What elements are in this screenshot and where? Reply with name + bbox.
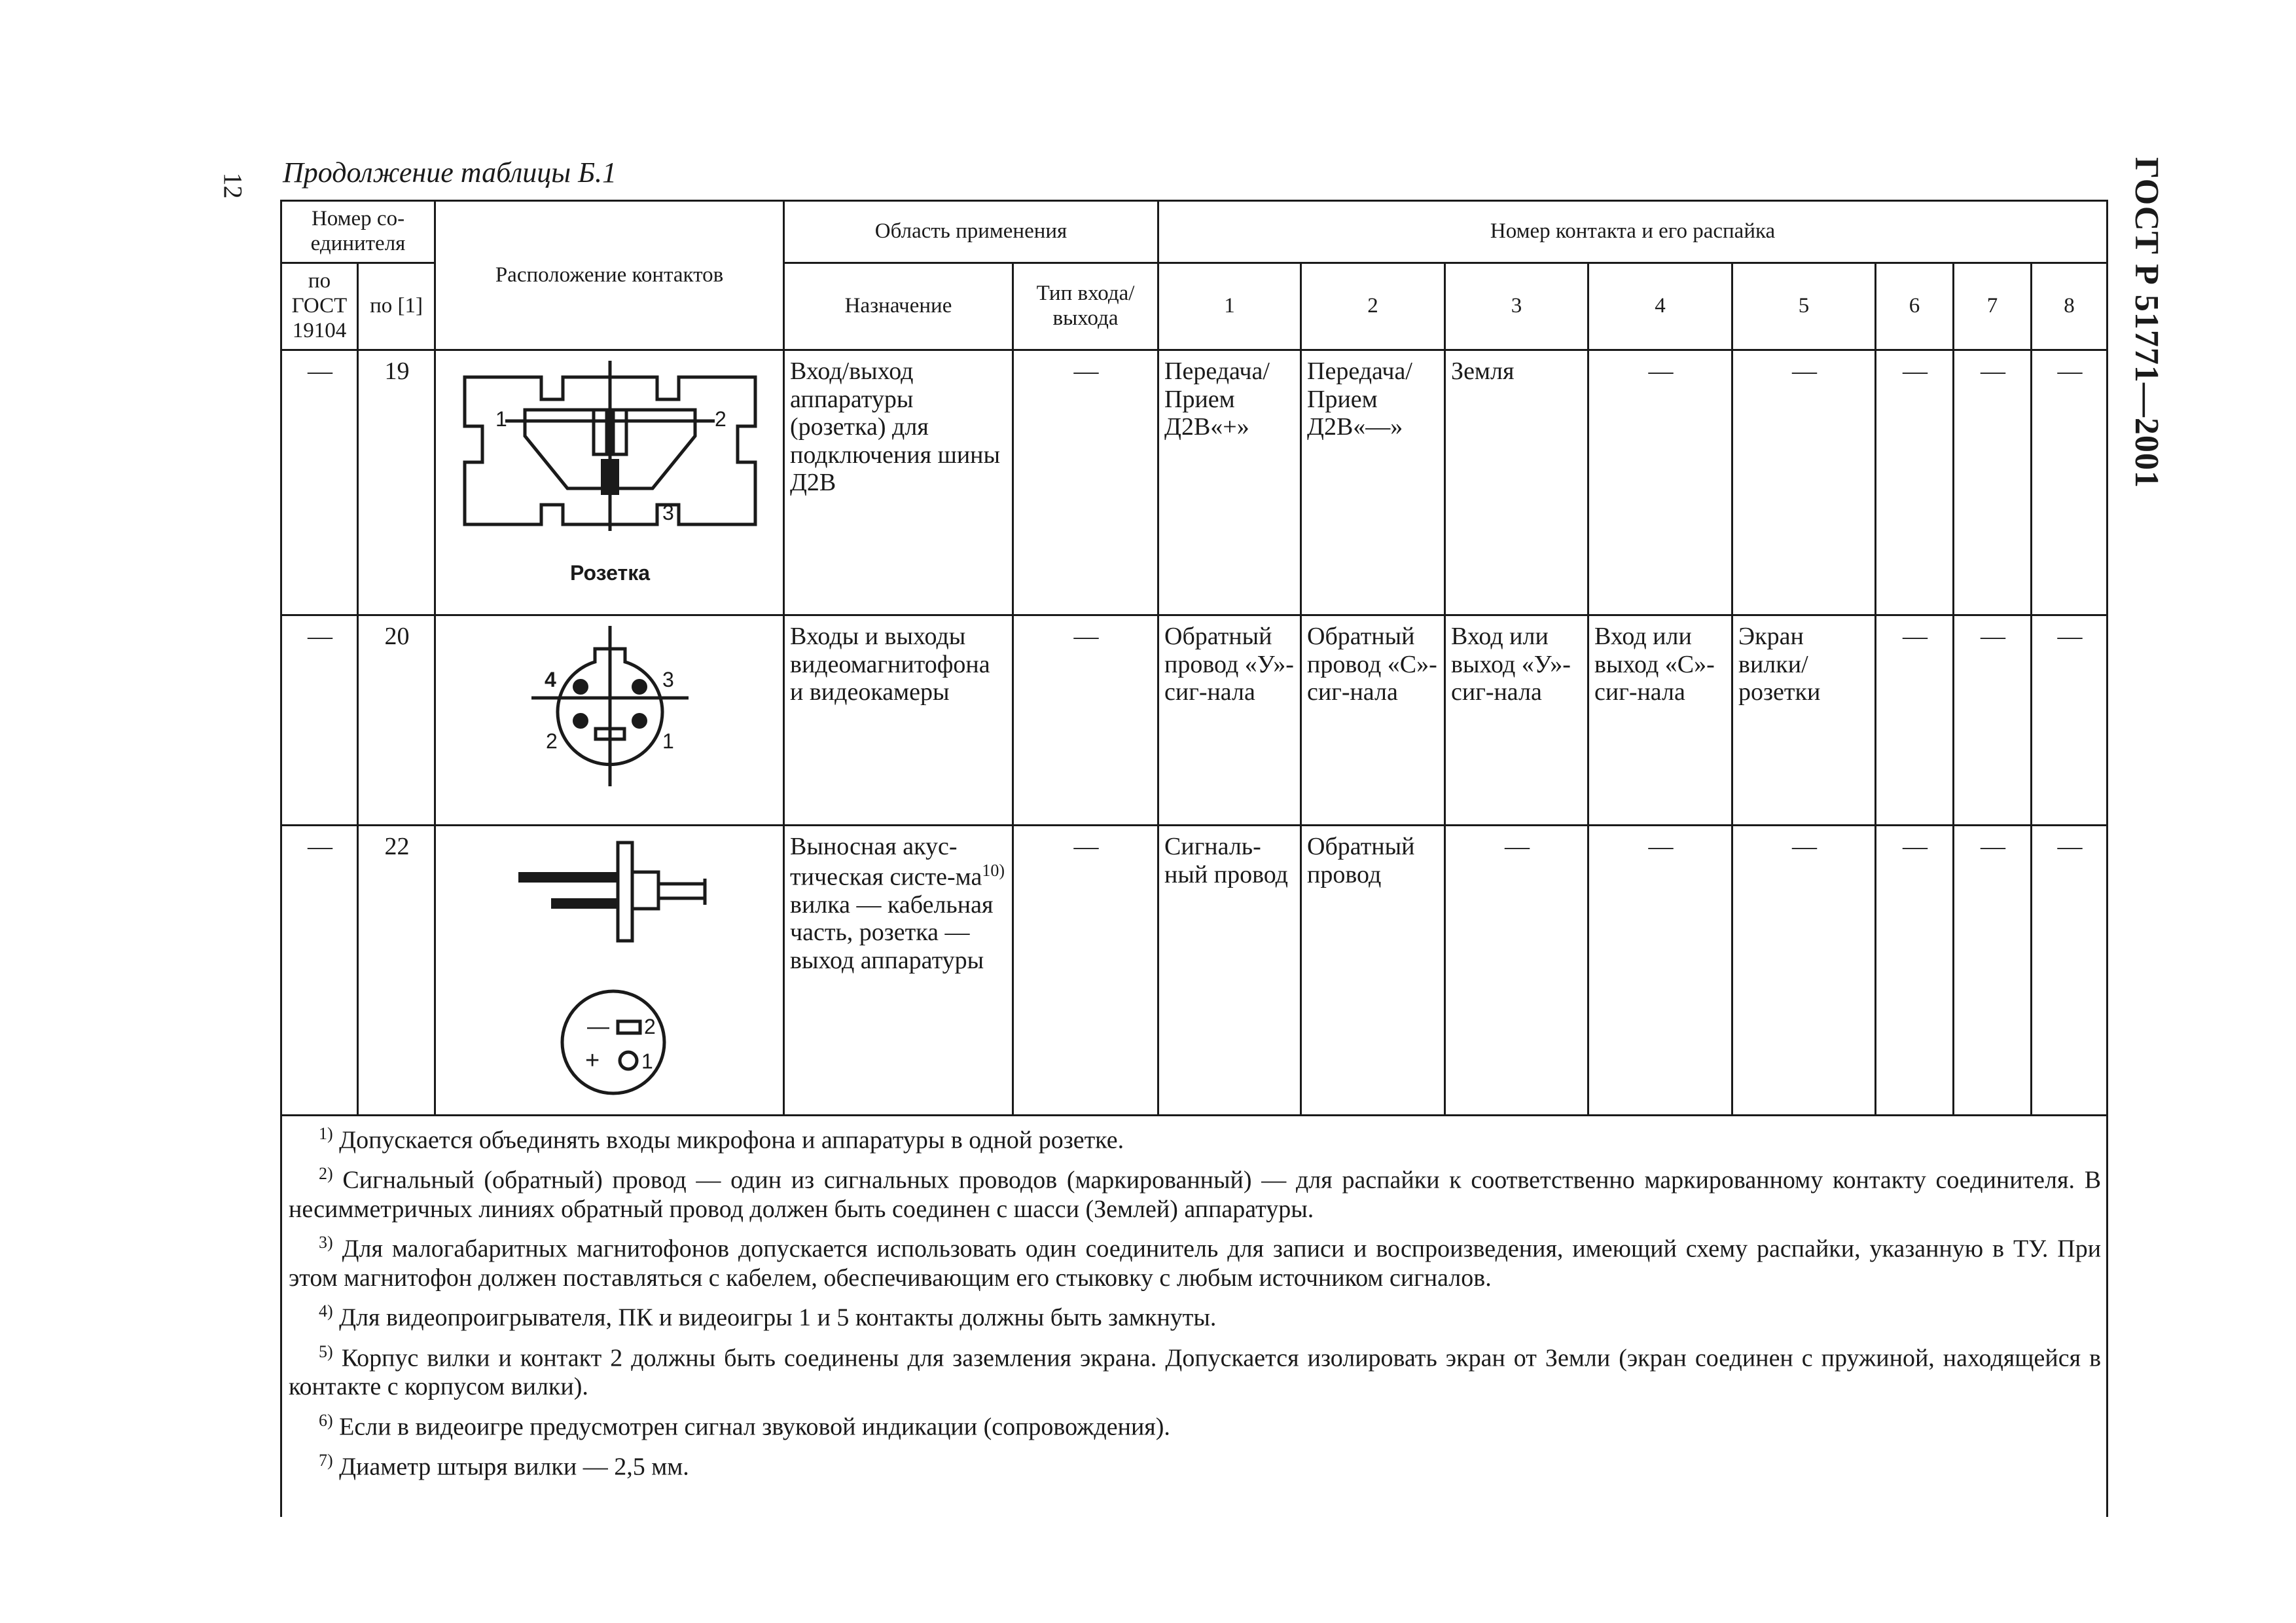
contacts-diagram: [435, 350, 784, 615]
purpose: Входы и выходы видеомагнитофона и видеокамеры: [784, 615, 1013, 826]
contacts-diagram: [435, 826, 784, 1116]
pin-7: —: [1954, 350, 2032, 615]
pin-8: —: [2032, 615, 2108, 826]
diagram-caption: Розетка: [570, 561, 651, 585]
purpose: Вход/выход аппаратуры (розетка) для подключения шины Д2В: [784, 350, 1013, 615]
page-number: 12: [218, 172, 248, 199]
contacts-diagram: [435, 615, 784, 826]
pin-2: Обратный провод «С»-сиг-нала: [1301, 615, 1445, 826]
header-connector-number: Номер со-единителя: [281, 201, 435, 263]
pin-label: 2: [715, 407, 726, 431]
pin-label: 1: [662, 729, 674, 753]
pin-5: —: [1732, 350, 1876, 615]
footnote-mark: 4): [319, 1302, 333, 1321]
pin-label: 2: [546, 729, 558, 753]
purpose: [784, 826, 1013, 1116]
io-type: —: [1013, 615, 1158, 826]
header-contact-pinout: Номер контакта и его распайка: [1158, 201, 2108, 263]
pin-label: 3: [662, 668, 674, 691]
pin-2: Обратный провод: [1301, 826, 1445, 1116]
footnote-text: Если в видеоигре предусмотрен сигнал звуковой индикации (сопровождения).: [339, 1413, 1170, 1441]
footnotes: [281, 1116, 2108, 1518]
footnote: [289, 1302, 2101, 1332]
pin-6: —: [1876, 615, 1954, 826]
footnote-text: Для малогабаритных магнитофонов допускается использовать один соединитель для записи и воспроизведения, имеющий схему распайки, указанную в ТУ. При этом магнитофон должен поставляться с кабелем, обеспечивающим его стыковку с любым источником сигналов.: [289, 1235, 2102, 1292]
footnote: [289, 1164, 2101, 1224]
pin-4: —: [1588, 350, 1732, 615]
ref-number: 22: [358, 826, 435, 1116]
footnote: [289, 1451, 2101, 1482]
table-row: [281, 826, 2108, 1116]
io-type: —: [1013, 826, 1158, 1116]
pin-label: 2: [644, 1015, 656, 1038]
header-pin-1: 1: [1158, 263, 1301, 350]
header-pin-7: 7: [1954, 263, 2032, 350]
footnote: [289, 1411, 2101, 1442]
pin-4: —: [1588, 826, 1732, 1116]
pin-4: Вход или выход «С»-сиг-нала: [1588, 615, 1732, 826]
pin-3: Вход или выход «У»-сиг-нала: [1445, 615, 1588, 826]
footnote-text: Для видеопроигрывателя, ПК и видеоигры 1 и 5 контакты должны быть замкнуты.: [339, 1304, 1217, 1332]
gost-number: —: [281, 350, 358, 615]
footnote-text: Диаметр штыря вилки — 2,5 мм.: [339, 1453, 689, 1481]
mini-din-diagram: [446, 623, 774, 793]
footnote-ref: 10): [982, 860, 1005, 880]
speaker-connector-diagram: [446, 833, 774, 1101]
header-pin-2: 2: [1301, 263, 1445, 350]
header-by-gost: по ГОСТ 19104: [281, 263, 358, 350]
sign-label: +: [585, 1047, 600, 1074]
pin-1: Передача/ Прием Д2В«+»: [1158, 350, 1301, 615]
footnote-mark: 2): [319, 1164, 333, 1184]
footnotes-row: [281, 1116, 2108, 1518]
header-pin-3: 3: [1445, 263, 1588, 350]
connector-table: [280, 200, 2108, 1517]
purpose-text: Выносная акус-тическая систе-ма: [790, 833, 982, 891]
pin-8: —: [2032, 350, 2108, 615]
pin-5: Экран вилки/ розетки: [1732, 615, 1876, 826]
footnote-mark: 1): [319, 1124, 333, 1143]
footnote-mark: 3): [319, 1233, 333, 1252]
table-row: [281, 350, 2108, 615]
footnote-text: Корпус вилки и контакт 2 должны быть соединены для заземления экрана. Допускается изолировать экран от Земли (экран соединен с пружиной, находящейся в контакте с корпусом вилки).: [289, 1344, 2102, 1401]
pin-5: —: [1732, 826, 1876, 1116]
table-caption: Продолжение таблицы Б.1: [283, 156, 617, 189]
pin-1: Обратный провод «У»-сиг-нала: [1158, 615, 1301, 826]
pin-7: —: [1954, 615, 2032, 826]
header-application-area: Область применения: [784, 201, 1158, 263]
header-purpose: Назначение: [784, 263, 1013, 350]
pin-label: 1: [495, 407, 507, 431]
footnote-mark: 6): [319, 1410, 333, 1430]
pin-label: 4: [545, 668, 556, 691]
pin-6: —: [1876, 826, 1954, 1116]
header-pin-6: 6: [1876, 263, 1954, 350]
table-row: [281, 615, 2108, 826]
pin-label: 3: [662, 501, 674, 524]
ref-number: 19: [358, 350, 435, 615]
pin-label: 1: [641, 1049, 653, 1073]
purpose-text: вилка — кабельная часть, розетка — выход аппаратуры: [790, 890, 994, 974]
footnote: [289, 1233, 2101, 1292]
header-pin-5: 5: [1732, 263, 1876, 350]
pin-6: —: [1876, 350, 1954, 615]
ground-pin: [601, 459, 619, 495]
pin-8: —: [2032, 826, 2108, 1116]
header-by-ref: по [1]: [358, 263, 435, 350]
footnote-mark: 5): [319, 1341, 333, 1361]
footnote-text: Сигнальный (обратный) провод — один из сигнальных проводов (маркированный) — для распайки к соответственно маркированному контакту соединителя. В несимметричных линиях обратный провод должен быть соединен с шасси (Землей) аппаратуры.: [289, 1167, 2102, 1223]
pin-7: —: [1954, 826, 2032, 1116]
pin-3: —: [1445, 826, 1588, 1116]
footnote-text: Допускается объединять входы микрофона и аппаратуры в одной розетке.: [339, 1126, 1124, 1154]
footnote-mark: 7): [319, 1451, 333, 1470]
header-contacts-layout: Расположение контактов: [435, 201, 784, 350]
ref-number: 20: [358, 615, 435, 826]
sign-label: —: [587, 1014, 610, 1039]
gost-number: —: [281, 826, 358, 1116]
io-type: —: [1013, 350, 1158, 615]
footnote: [289, 1124, 2101, 1155]
pin-1: Сигналь-ный провод: [1158, 826, 1301, 1116]
gost-number: —: [281, 615, 358, 826]
pin-3: Земля: [1445, 350, 1588, 615]
header-io-type: Тип входа/ выхода: [1013, 263, 1158, 350]
pin-2: Передача/ Прием Д2В«—»: [1301, 350, 1445, 615]
d2b-socket-diagram: [446, 357, 774, 593]
header-pin-8: 8: [2032, 263, 2108, 350]
header-pin-4: 4: [1588, 263, 1732, 350]
standard-title: ГОСТ Р 51771—2001: [2128, 157, 2165, 488]
footnote: [289, 1342, 2101, 1402]
